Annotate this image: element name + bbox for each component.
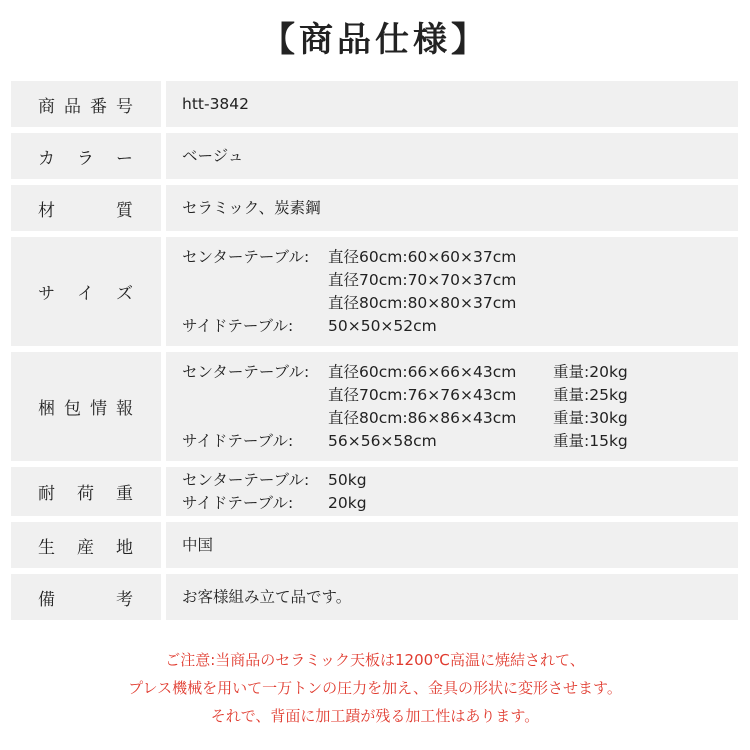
- spec-row-material: [11, 185, 738, 231]
- packaging-line: 直径70cm:76×76×43cm 重量:25kg: [328, 385, 628, 404]
- origin-value: 中国: [182, 535, 214, 554]
- spec-row-packaging: [11, 352, 738, 461]
- load-line: センターテーブル: 50kg: [182, 470, 367, 489]
- spec-row-origin: [11, 522, 738, 568]
- spec-label: 材 質: [11, 185, 161, 231]
- spec-label: 梱 包 情 報: [11, 352, 161, 461]
- spec-value: [166, 522, 738, 568]
- packaging-line: サイドテーブル: 56×56×58cm 重量:15kg: [182, 431, 628, 450]
- notice-line: ご注意:当商品のセラミック天板は1200℃高温に焼結されて、: [165, 651, 585, 669]
- spec-label: カ ラ ー: [11, 133, 161, 179]
- spec-value: [166, 237, 738, 346]
- material-value: セラミック、炭素鋼: [182, 198, 321, 217]
- spec-value: [166, 81, 738, 127]
- notice-line: それで、背面に加工蹟が残る加工性はあります。: [210, 707, 540, 725]
- remarks-value: お客様組み立て品です。: [182, 587, 352, 606]
- product-number: htt-3842: [182, 94, 250, 113]
- spec-label: 備 考: [11, 574, 161, 620]
- color-value: ベージュ: [182, 146, 244, 165]
- page-title: 【商品仕様】: [261, 20, 489, 60]
- spec-value: [166, 133, 738, 179]
- packaging-line: センターテーブル: 直径60cm:66×66×43cm 重量:20kg: [182, 362, 628, 381]
- notice-line: プレス機械を用いて一万トンの圧力を加え、金具の形状に変形させます。: [128, 679, 622, 697]
- spec-value: [166, 185, 738, 231]
- spec-row-remarks: [11, 574, 738, 620]
- spec-row-load-capacity: [11, 467, 738, 516]
- spec-value: [166, 574, 738, 620]
- packaging-line: 直径80cm:86×86×43cm 重量:30kg: [328, 408, 628, 427]
- spec-row-product-number: [11, 81, 738, 127]
- spec-label: 商 品 番 号: [11, 81, 161, 127]
- size-line: センターテーブル: 直径60cm:60×60×37cm: [182, 247, 517, 266]
- spec-row-color: [11, 133, 738, 179]
- spec-value: [166, 352, 738, 461]
- size-line: 直径80cm:80×80×37cm: [328, 293, 517, 312]
- spec-table: [11, 81, 738, 626]
- spec-row-size: [11, 237, 738, 346]
- spec-label: 耐 荷 重: [11, 467, 161, 516]
- spec-label: サ イ ズ: [11, 237, 161, 346]
- spec-label: 生 産 地: [11, 522, 161, 568]
- spec-value: [166, 467, 738, 516]
- size-line: 直径70cm:70×70×37cm: [328, 270, 517, 289]
- size-line: サイドテーブル: 50×50×52cm: [182, 316, 437, 335]
- caution-notice: [0, 646, 750, 730]
- load-line: サイドテーブル: 20kg: [182, 493, 367, 512]
